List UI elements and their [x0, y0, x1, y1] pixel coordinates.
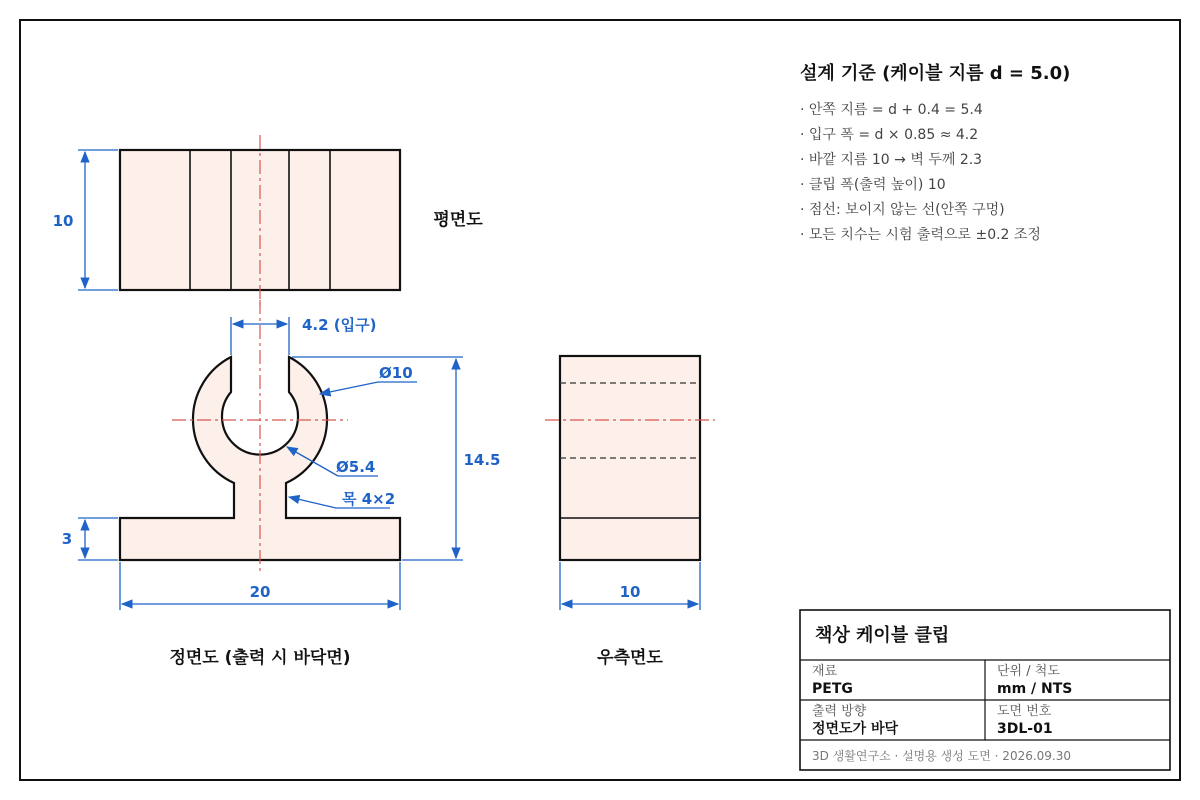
print-direction-label: 출력 방향	[812, 704, 867, 719]
notes-title: 설계 기준 (케이블 지름 d = 5.0)	[800, 63, 1071, 84]
unit-value: mm / NTS	[997, 681, 1073, 697]
drawing-number-value: 3DL-01	[997, 721, 1053, 737]
material-label: 재료	[812, 664, 838, 679]
note-item: · 클립 폭(출력 높이) 10	[800, 177, 946, 193]
outer-dia-text: Ø10	[379, 364, 413, 382]
note-item: · 점선: 보이지 않는 선(안쪽 구멍)	[800, 202, 1005, 218]
total-height-text: 14.5	[463, 451, 501, 469]
front-view-label: 정면도 (출력 시 바닥면)	[169, 648, 351, 668]
base-width-text: 20	[249, 583, 271, 601]
inner-dia-text: Ø5.4	[336, 458, 376, 476]
design-notes	[800, 62, 1070, 243]
outer-dia-leader	[320, 382, 378, 394]
side-view-label: 우측면도	[597, 648, 663, 668]
drawing-title: 책상 케이블 클립	[815, 625, 950, 646]
neck-text: 목 4×2	[342, 490, 396, 508]
plan-height-text: 10	[52, 212, 74, 230]
material-value: PETG	[812, 681, 853, 697]
print-direction-value: 정면도가 바닥	[812, 721, 899, 737]
base-height-text: 3	[61, 530, 73, 548]
neck-leader	[289, 497, 336, 508]
plan-view	[53, 135, 484, 305]
title-block	[800, 610, 1170, 770]
side-view	[545, 356, 715, 668]
note-item: · 모든 치수는 시험 출력으로 ±0.2 조정	[800, 227, 1041, 243]
note-item: · 바깥 지름 10 → 벽 두께 2.3	[800, 152, 983, 168]
title-block-footer: 3D 생활연구소 · 설명용 생성 도면 · 2026.09.30	[812, 749, 1072, 763]
front-view	[62, 300, 501, 668]
side-width-text: 10	[619, 583, 641, 601]
plan-view-label: 평면도	[433, 210, 483, 230]
drawing-number-label: 도면 번호	[997, 704, 1052, 719]
opening-text: 4.2 (입구)	[302, 316, 377, 334]
note-item: · 입구 폭 = d × 0.85 ≈ 4.2	[800, 127, 979, 143]
note-item: · 안쪽 지름 = d + 0.4 = 5.4	[800, 102, 983, 118]
unit-label: 단위 / 척도	[997, 664, 1060, 679]
